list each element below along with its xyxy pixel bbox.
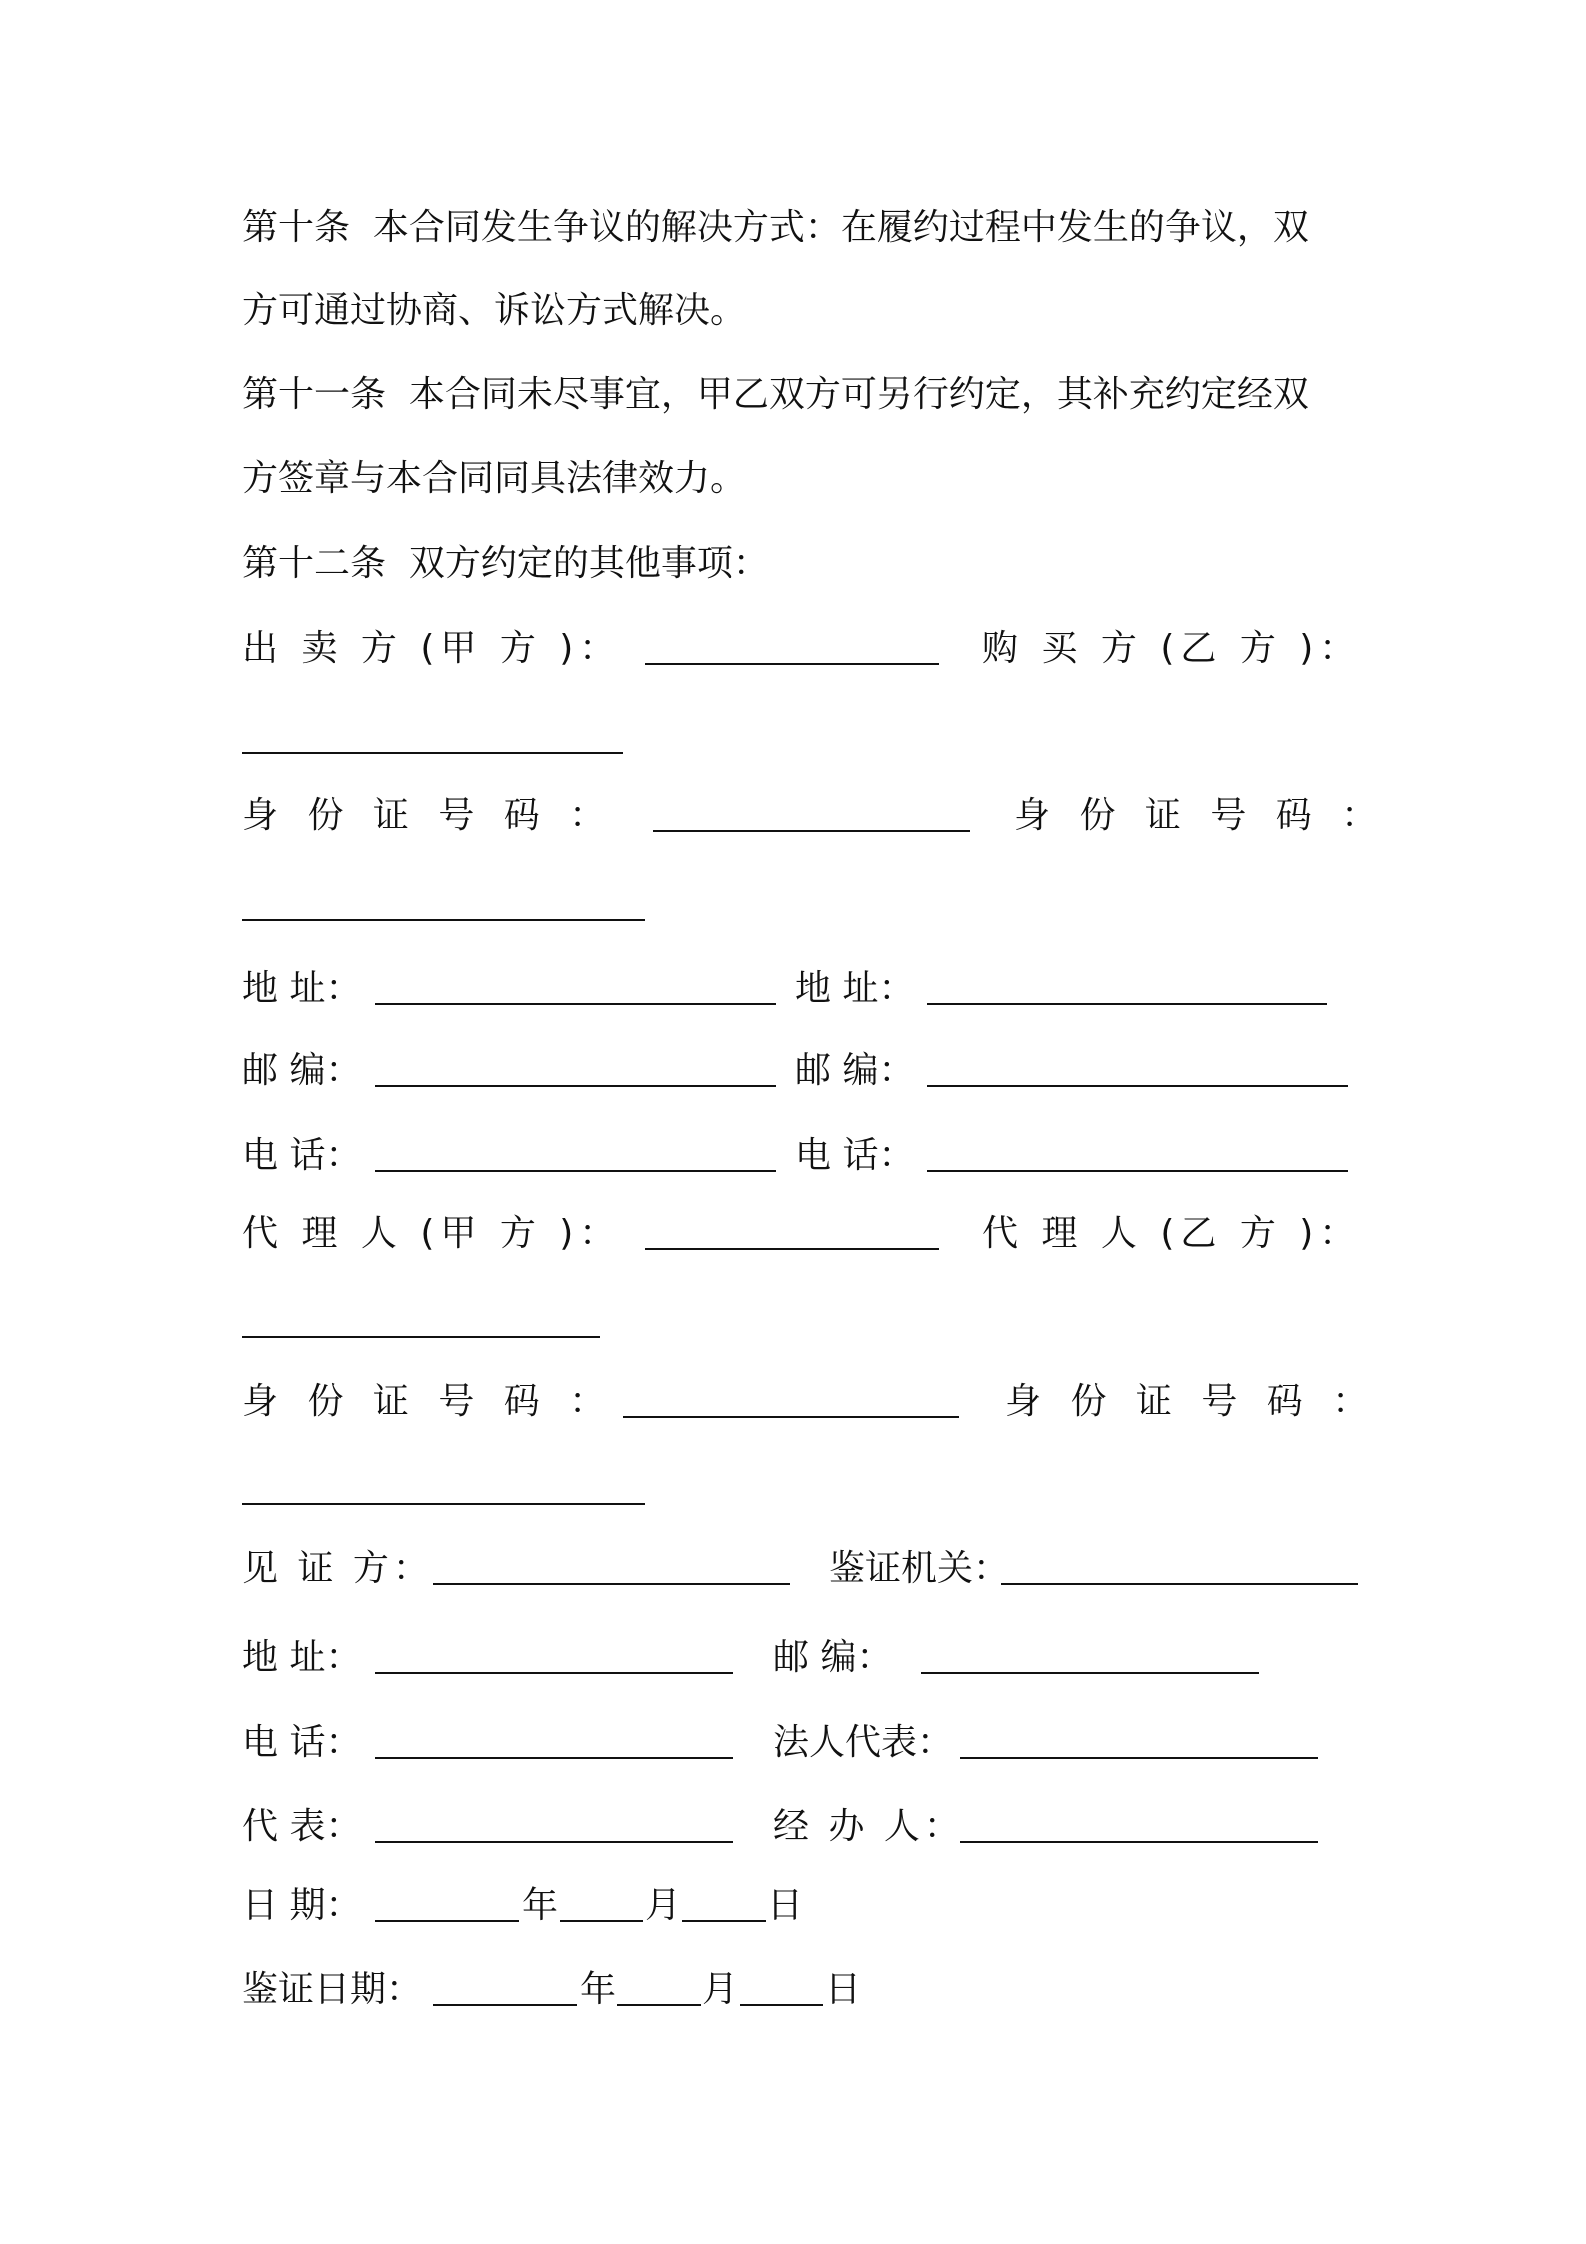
article-12: 第十二条 双方约定的其他事项： — [242, 543, 769, 584]
buyer-id-label: 身 份 证 号 码 ： — [1014, 795, 1387, 836]
legal-rep-label: 法人代表： — [773, 1722, 954, 1763]
buyer-blank — [242, 752, 623, 754]
date-year-label: 年 — [522, 1885, 559, 1926]
buyer-postcode-label: 邮 编： — [795, 1050, 915, 1091]
handler-label: 经 办 人： — [773, 1806, 964, 1847]
date-day-blank — [682, 1920, 766, 1922]
witness-phone-blank — [375, 1757, 733, 1759]
cert-date-month-label: 月 — [702, 1969, 739, 2010]
seller-postcode-label: 邮 编： — [242, 1050, 362, 1091]
representative-label: 代 表： — [242, 1806, 362, 1847]
witness-label: 见 证 方： — [242, 1548, 433, 1589]
seller-id-blank — [653, 830, 970, 832]
seller-label: 出 卖 方 (甲 方 )： — [242, 628, 622, 669]
article-11-line-2: 方签章与本合同同具法律效力。 — [242, 458, 747, 499]
cert-date-label: 鉴证日期： — [242, 1969, 423, 2010]
seller-phone-label: 电 话： — [242, 1135, 362, 1176]
cert-date-year-label: 年 — [580, 1969, 617, 2010]
agent-b-id-label: 身 份 证 号 码 ： — [1005, 1381, 1378, 1422]
witness-postcode-label: 邮 编： — [773, 1637, 893, 1678]
buyer-id-blank — [242, 919, 645, 921]
agent-a-id-label: 身 份 证 号 码 ： — [242, 1381, 615, 1422]
seller-id-label: 身 份 证 号 码 ： — [242, 795, 615, 836]
cert-date-day-label: 日 — [825, 1969, 862, 2010]
buyer-label: 购 买 方 (乙 方 )： — [982, 628, 1362, 669]
buyer-phone-label: 电 话： — [795, 1135, 915, 1176]
authority-blank — [1001, 1583, 1358, 1585]
article-11-line-1: 第十一条 本合同未尽事宜，甲乙双方可另行约定，其补充约定经双 — [242, 374, 1309, 415]
cert-date-month-blank — [617, 2004, 701, 2006]
cert-date-day-blank — [740, 2004, 823, 2006]
buyer-address-blank — [927, 1003, 1327, 1005]
seller-blank — [645, 663, 939, 665]
seller-postcode-blank — [375, 1085, 776, 1087]
agent-b-id-blank — [242, 1503, 645, 1505]
authority-label: 鉴证机关： — [829, 1548, 1010, 1589]
date-month-label: 月 — [645, 1885, 682, 1926]
date-label: 日 期： — [242, 1885, 362, 1926]
witness-blank — [433, 1583, 790, 1585]
witness-address-blank — [375, 1672, 733, 1674]
cert-date-year-blank — [433, 2004, 577, 2006]
buyer-address-label: 地 址： — [795, 968, 915, 1009]
representative-blank — [375, 1841, 733, 1843]
article-10-line-2: 方可通过协商、诉讼方式解决。 — [242, 290, 747, 331]
agent-b-blank — [242, 1336, 600, 1338]
witness-address-label: 地 址： — [242, 1637, 362, 1678]
witness-postcode-blank — [921, 1672, 1259, 1674]
date-year-blank — [375, 1920, 519, 1922]
date-month-blank — [560, 1920, 643, 1922]
seller-phone-blank — [375, 1170, 776, 1172]
date-day-label: 日 — [767, 1885, 804, 1926]
buyer-phone-blank — [927, 1170, 1348, 1172]
seller-address-label: 地 址： — [242, 968, 362, 1009]
agent-a-label: 代 理 人 (甲 方 )： — [242, 1213, 622, 1254]
handler-blank — [960, 1841, 1318, 1843]
agent-a-blank — [645, 1248, 939, 1250]
legal-rep-blank — [960, 1757, 1318, 1759]
agent-a-id-blank — [623, 1416, 959, 1418]
agent-b-label: 代 理 人 (乙 方 )： — [982, 1213, 1362, 1254]
witness-phone-label: 电 话： — [242, 1722, 362, 1763]
seller-address-blank — [375, 1003, 776, 1005]
buyer-postcode-blank — [927, 1085, 1348, 1087]
article-10-line-1: 第十条 本合同发生争议的解决方式：在履约过程中发生的争议，双 — [242, 207, 1309, 248]
